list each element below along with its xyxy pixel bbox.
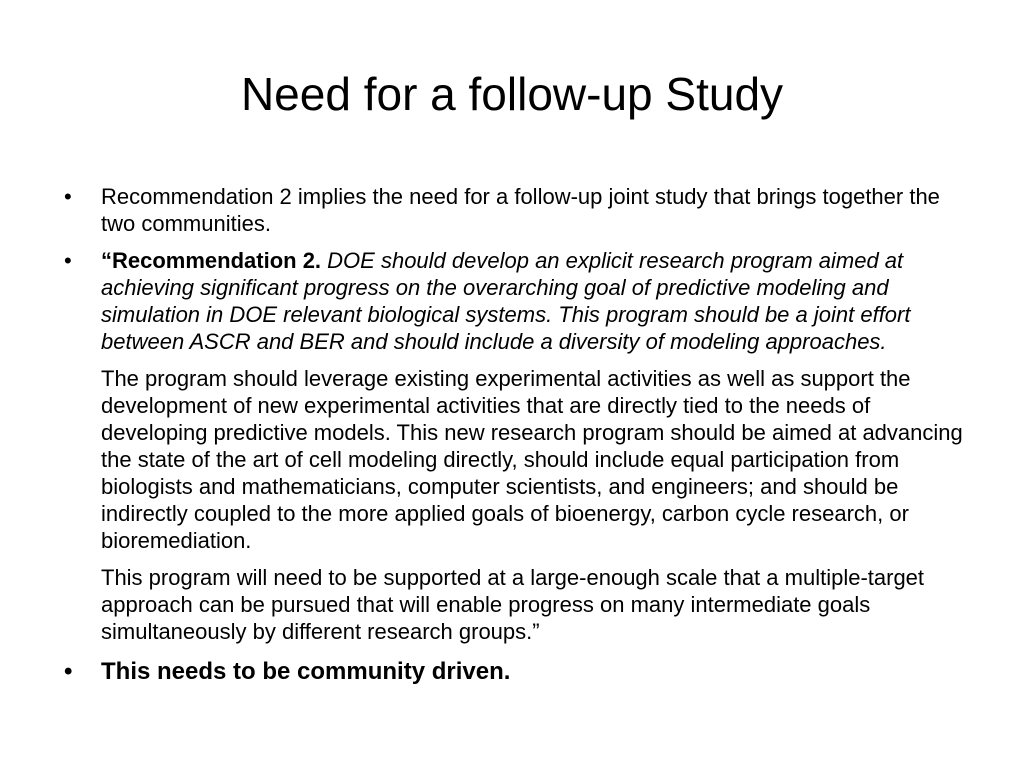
quote-paragraph-2: This program will need to be supported at a large-enough scale that a multiple-target approach can be pursued that will enable progress on many intermediate goals simultaneously by different research groups.” — [101, 565, 925, 644]
bullet-marker: • — [64, 248, 72, 273]
bullet-item-3 — [64, 657, 974, 687]
quote-lead: “Recommendation 2. — [101, 248, 322, 273]
bullet-text: This needs to be community driven. — [101, 658, 511, 685]
quote-paragraph-1: The program should leverage existing experimental activities as well as support the development of new experimental activities that are directly tied to the needs of developing predictive models. This new research program should be aimed at advancing the state of the art of cell modeling directly, should include equal participation from biologists and mathematicians, computer scientists, and engineers; and should be indirectly coupled to the more applied goals of bioenergy, carbon cycle research, or bioremediation. — [101, 366, 963, 553]
bullet-marker: • — [64, 658, 73, 685]
quote-italic-text: DOE should develop an explicit research program aimed at achieving significant progress on the overarching goal of predictive modeling and simulation in DOE relevant biological systems. This program should be a joint effort between ASCR and BER and should include a diversity of modeling approaches. — [101, 248, 911, 354]
slide-content — [64, 183, 974, 697]
bullet-text: Recommendation 2 implies the need for a follow-up joint study that brings together the two communities. — [101, 184, 940, 236]
bullet-item-2 — [64, 247, 974, 355]
bullet-item-1 — [64, 183, 974, 237]
slide-title: Need for a follow-up Study — [240, 68, 784, 120]
bullet-marker: • — [64, 184, 72, 209]
